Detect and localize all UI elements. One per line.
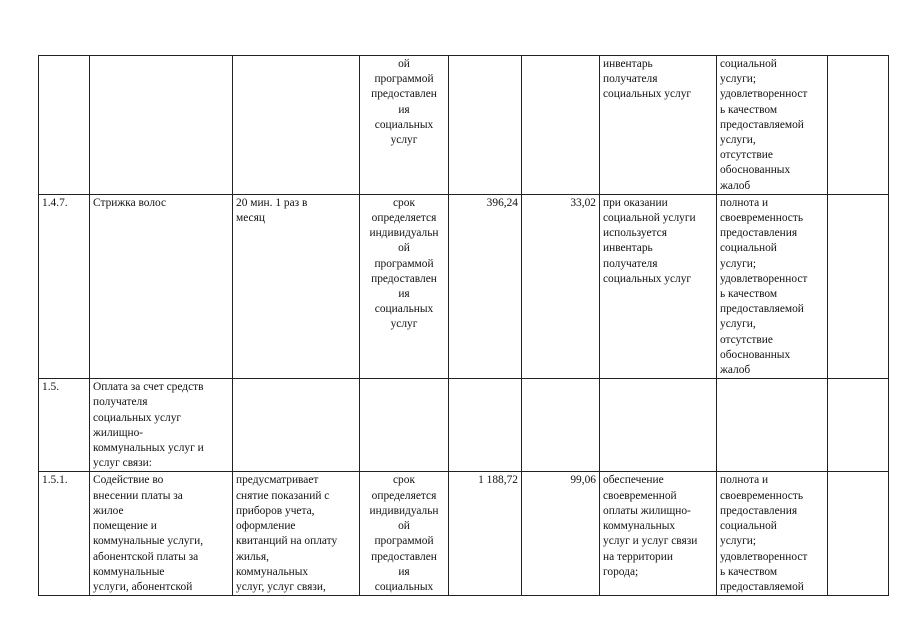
- service-name: [90, 56, 233, 195]
- table-row: [39, 194, 889, 378]
- service-volume: предусматривает снятие показаний с приборов учета, оформление квитанций на оплату жилья, коммунальных услуг, услуг связи,: [233, 472, 360, 596]
- table-row: [39, 56, 889, 195]
- row-number: 1.4.7.: [39, 194, 90, 378]
- service-volume: [233, 56, 360, 195]
- service-cost: [449, 56, 522, 195]
- last-column-cell: [828, 194, 889, 378]
- service-cost: [449, 379, 522, 472]
- service-volume: [233, 379, 360, 472]
- last-column-cell: [828, 56, 889, 195]
- service-subsidy: 33,02: [522, 194, 600, 378]
- service-volume: 20 мин. 1 раз в месяц: [233, 194, 360, 378]
- service-subsidy: [522, 379, 600, 472]
- service-quality: социальной услуги; удовлетворенност ь качеством предоставляемой услуги, отсутствие обоснованных жалоб: [717, 56, 828, 195]
- last-column-cell: [828, 379, 889, 472]
- service-cost: 1 188,72: [449, 472, 522, 596]
- services-table: [38, 55, 889, 596]
- service-name: Содействие во внесении платы за жилое помещение и коммунальные услуги, абонентской платы за коммунальные услуги, абонентской: [90, 472, 233, 596]
- service-quality: полнота и своевременность предоставления социальной услуги; удовлетворенност ь качеством предоставляемой услуги, отсутствие обоснованных жалоб: [717, 194, 828, 378]
- service-term: [360, 379, 449, 472]
- service-quality: полнота и своевременность предоставления социальной услуги; удовлетворенност ь качеством предоставляемой: [717, 472, 828, 596]
- service-conditions: обеспечение своевременной оплаты жилищно- коммунальных услуг и услуг связи на территории города;: [600, 472, 717, 596]
- service-quality: [717, 379, 828, 472]
- service-conditions: при оказании социальной услуги используется инвентарь получателя социальных услуг: [600, 194, 717, 378]
- service-cost: 396,24: [449, 194, 522, 378]
- service-subsidy: [522, 56, 600, 195]
- service-term: ой программой предоставлен ия социальных услуг: [360, 56, 449, 195]
- service-subsidy: 99,06: [522, 472, 600, 596]
- row-number: 1.5.: [39, 379, 90, 472]
- table-row: [39, 472, 889, 596]
- table-row: [39, 379, 889, 472]
- service-name: Стрижка волос: [90, 194, 233, 378]
- service-conditions: инвентарь получателя социальных услуг: [600, 56, 717, 195]
- last-column-cell: [828, 472, 889, 596]
- row-number: 1.5.1.: [39, 472, 90, 596]
- service-term: срок определяется индивидуальн ой программой предоставлен ия социальных услуг: [360, 194, 449, 378]
- service-name: Оплата за счет средств получателя социальных услуг жилищно- коммунальных услуг и услуг связи:: [90, 379, 233, 472]
- row-number: [39, 56, 90, 195]
- service-conditions: [600, 379, 717, 472]
- service-term: срок определяется индивидуальн ой программой предоставлен ия социальных: [360, 472, 449, 596]
